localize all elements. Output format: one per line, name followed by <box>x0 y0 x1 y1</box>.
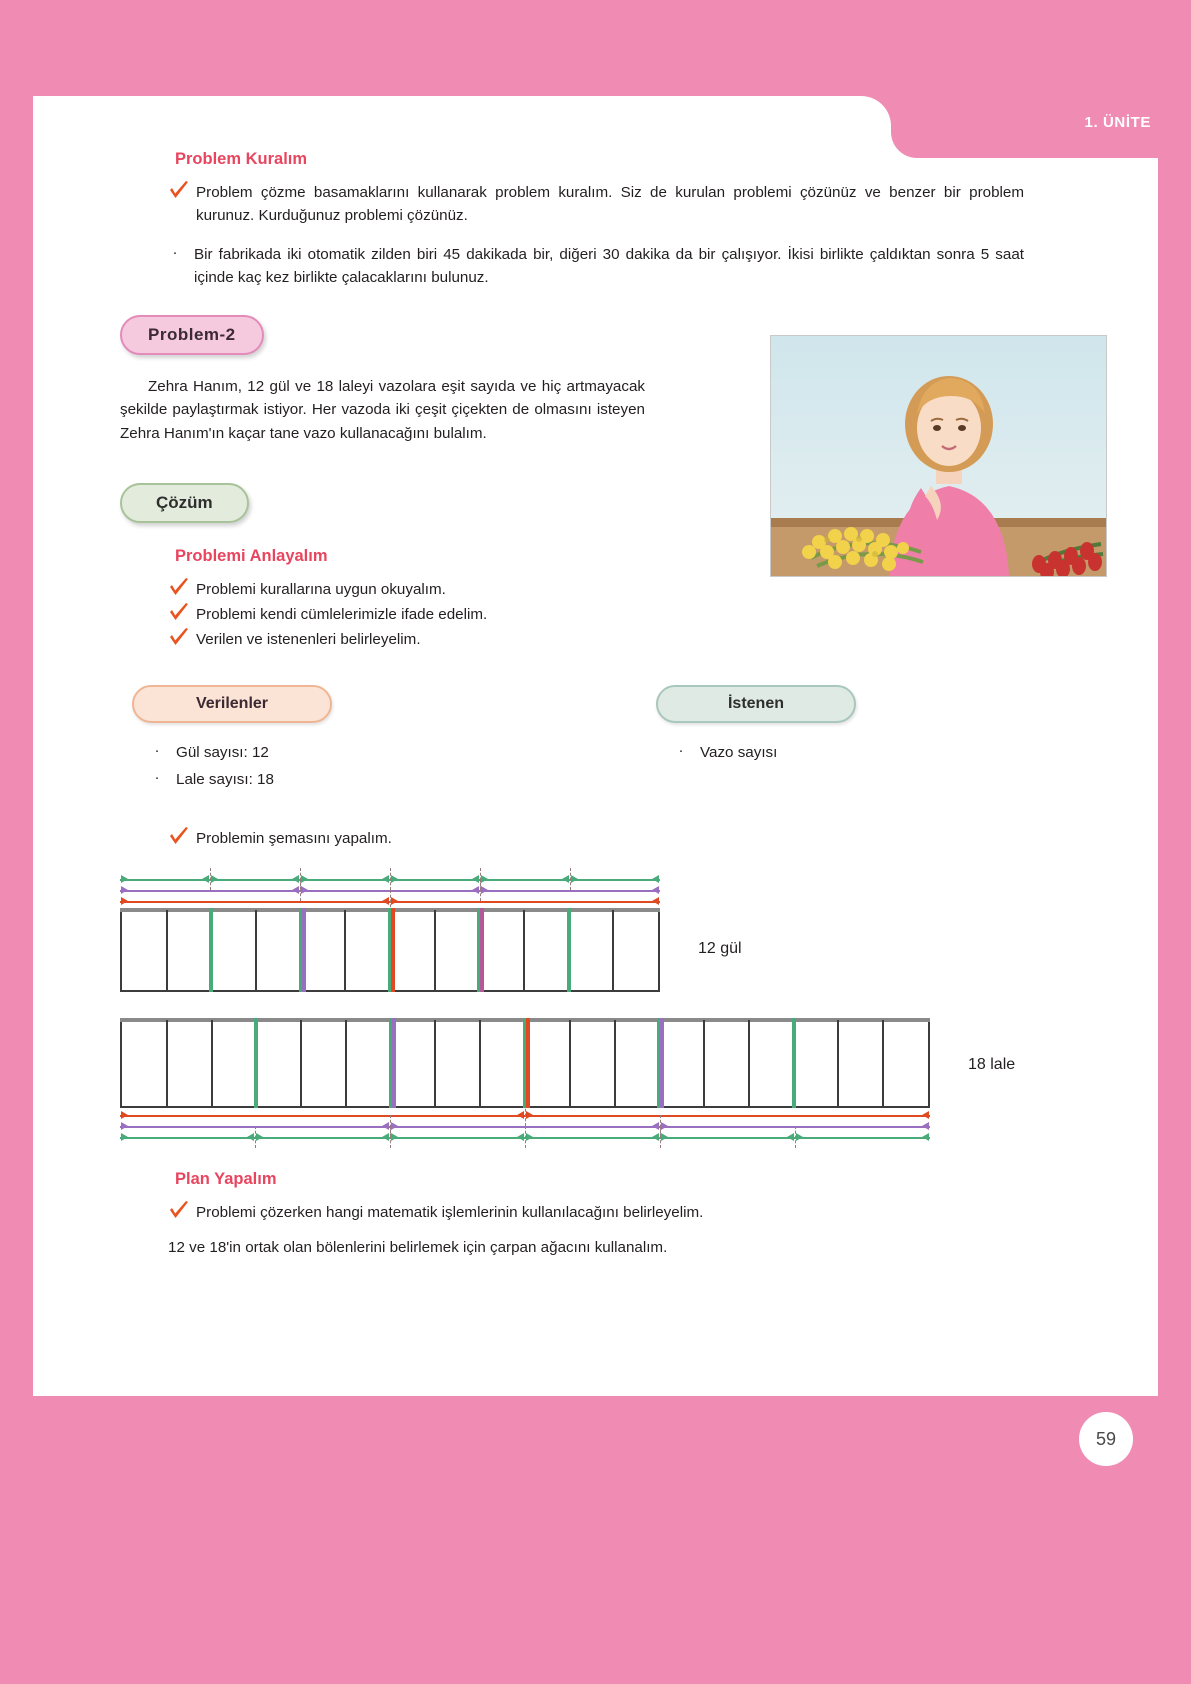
cell-divider <box>882 1020 884 1106</box>
group-divider <box>526 1018 530 1108</box>
problem2-text: Zehra Hanım, 12 gül ve 18 laleyi vazolara eşit sayıda ve hiç artmayacak şekilde paylaştırmak istiyor. Her vazoda iki çeşit çiçekten de olmasını isteyen Zehra Hanım'ın kaçar tane vazo kullanacağını bulalım. <box>120 378 645 442</box>
anlayalim-item-label: Problemi kendi cümlelerimizle ifade edelim. <box>196 605 488 623</box>
anlayalim-item <box>168 628 1025 651</box>
group-divider <box>391 908 395 992</box>
verilenler-item <box>144 768 590 791</box>
unit-label: 1. ÜNİTE <box>1084 114 1151 131</box>
bar-18-lale <box>120 1018 930 1108</box>
bullet-dot: · <box>154 769 160 787</box>
anlayalim-item-label: Problemi kurallarına uygun okuyalım. <box>196 580 446 598</box>
verilenler-pill: Verilenler <box>132 685 332 723</box>
group-divider <box>209 908 213 992</box>
plan-check-text: Problemi çözerken hangi matematik işlemlerinin kullanılacağını belirleyelim. <box>196 1204 704 1222</box>
illustration-woman-with-flowers <box>770 335 1107 577</box>
verilenler-col <box>120 685 590 797</box>
bar-label-12-gul: 12 gül <box>698 940 742 958</box>
group-divider <box>660 1018 664 1108</box>
checkmark-icon <box>168 628 190 648</box>
problem2-pill: Problem-2 <box>120 315 264 355</box>
checkmark-icon <box>168 578 190 598</box>
verilenler-istenen-row <box>120 685 1025 797</box>
bar-group-12-gul <box>120 874 1025 992</box>
group-divider <box>567 908 571 992</box>
bar-label-18-lale: 18 lale <box>968 1056 1016 1074</box>
cell-divider <box>434 910 436 990</box>
istenen-item-label: Vazo sayısı <box>700 743 778 761</box>
arrow-tick <box>390 1126 392 1148</box>
cell-divider <box>211 1020 213 1106</box>
cell-divider <box>166 1020 168 1106</box>
group-divider <box>792 1018 796 1108</box>
checkmark-icon <box>168 181 190 201</box>
unit-tab-notch <box>861 96 891 126</box>
cell-divider <box>569 1020 571 1106</box>
cell-divider <box>255 910 257 990</box>
checkmark-icon <box>168 827 190 847</box>
cozum-pill: Çözüm <box>120 483 249 523</box>
verilenler-item-label: Gül sayısı: 12 <box>176 743 269 761</box>
arrows-below-18 <box>120 1110 930 1144</box>
page-number: 59 <box>1079 1412 1133 1466</box>
arrow-tick <box>255 1126 257 1148</box>
section-problem-kuralim <box>120 150 1025 289</box>
cell-divider <box>434 1020 436 1106</box>
measure-arrow-row <box>120 896 660 908</box>
bar-group-18-lale <box>120 1018 1025 1144</box>
cell-divider <box>345 1020 347 1106</box>
section-plan-yapalim <box>120 1170 1025 1259</box>
bullet-dot: · <box>154 741 160 759</box>
page-content <box>120 150 1025 1265</box>
verilenler-item <box>144 741 590 764</box>
problemi-anlayalim-title: Problemi Anlayalım <box>175 546 328 565</box>
arrow-tick <box>795 1126 797 1148</box>
sema-check-text: Problemin şemasını yapalım. <box>196 830 392 848</box>
bullet-dot: · <box>678 741 684 759</box>
problem-kuralim-bullet-row <box>162 243 1024 289</box>
bar-12-gul <box>120 908 660 992</box>
sema-check-row <box>168 827 1025 850</box>
cell-divider <box>523 910 525 990</box>
problem-kuralim-title: Problem Kuralım <box>175 150 308 168</box>
anlayalim-item <box>168 578 1025 601</box>
checkmark-icon <box>168 603 190 623</box>
bullet-dot: · <box>172 244 178 262</box>
cell-divider <box>479 1020 481 1106</box>
unit-tab <box>891 96 1191 158</box>
group-divider <box>392 1018 396 1108</box>
problem-kuralim-bullet-text: Bir fabrikada iki otomatik zilden biri 45 dakikada bir, diğeri 30 dakika da bir çalışıyor. İkisi birlikte çaldıktan sonra 5 saat içinde kaç kez birlikte çalacaklarını bulunuz. <box>194 246 1024 287</box>
cell-divider <box>166 910 168 990</box>
plan-yapalim-title: Plan Yapalım <box>175 1170 277 1189</box>
problem-kuralim-check-text: Problem çözme basamaklarını kullanarak problem kuralım. Siz de kurulan problemi çözünüz ve benzer bir problem kurunuz. Kurduğunuz problemi çözünüz. <box>196 184 1024 225</box>
group-divider <box>302 908 306 992</box>
footer-band <box>0 1396 1191 1684</box>
istenen-pill: İstenen <box>656 685 856 723</box>
cell-divider <box>300 1020 302 1106</box>
cell-divider <box>703 1020 705 1106</box>
group-divider <box>480 908 484 992</box>
checkmark-icon <box>168 1201 190 1221</box>
problem-kuralim-check-row <box>168 181 1024 227</box>
anlayalim-item-label: Verilen ve istenenleri belirleyelim. <box>196 630 421 648</box>
arrows-above-12 <box>120 874 660 908</box>
istenen-item <box>668 741 1020 764</box>
group-divider <box>254 1018 258 1108</box>
anlayalim-item <box>168 603 1025 626</box>
cell-divider <box>612 910 614 990</box>
cell-divider <box>614 1020 616 1106</box>
istenen-col <box>600 685 1020 797</box>
cell-divider <box>837 1020 839 1106</box>
cell-divider <box>344 910 346 990</box>
verilenler-item-label: Lale sayısı: 18 <box>176 771 274 789</box>
cell-divider <box>748 1020 750 1106</box>
measure-arrow-row <box>120 1132 930 1144</box>
plan-check-row <box>168 1201 1025 1224</box>
arrow-tick <box>525 1126 527 1148</box>
arrow-tick <box>660 1126 662 1148</box>
plan-paragraph: 12 ve 18'in ortak olan bölenlerini belirlemek için çarpan ağacını kullanalım. <box>168 1239 668 1257</box>
schema-diagram <box>120 874 1025 1144</box>
